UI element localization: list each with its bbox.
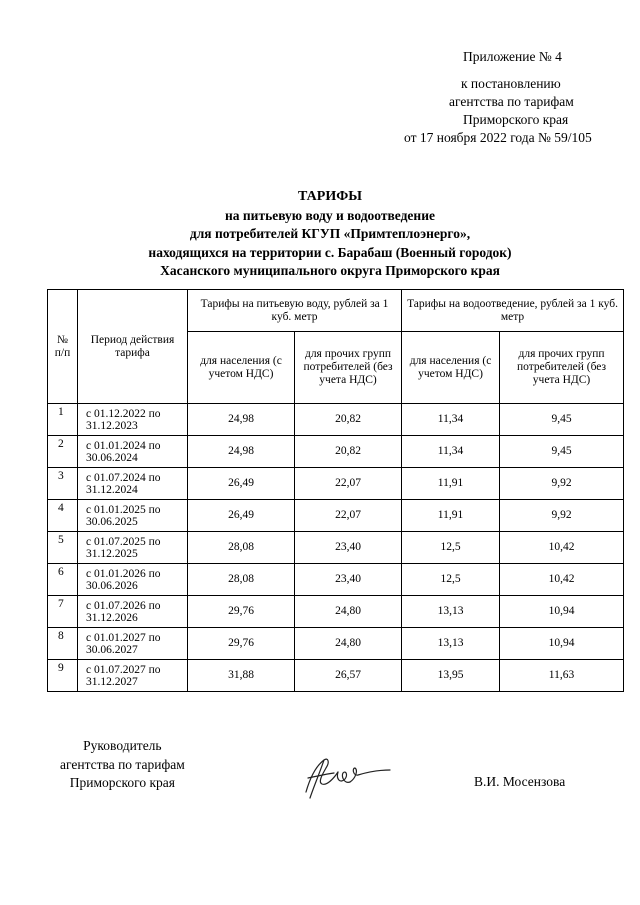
cell-sewage-other: 11,63 — [500, 660, 624, 692]
table-row — [48, 500, 624, 532]
title-line: для потребителей КГУП «Примтеплоэнерго», — [189, 226, 471, 241]
cell-sewage-population: 13,13 — [402, 596, 500, 628]
handwritten-signature — [300, 748, 392, 800]
table-row — [48, 596, 624, 628]
cell-sewage-population: 11,34 — [402, 436, 500, 468]
cell-period: с 01.01.2026 по 30.06.2026 — [78, 564, 188, 596]
cell-period: с 01.12.2022 по 31.12.2023 — [78, 404, 188, 436]
appendix-ref-line: Приморского края — [463, 112, 569, 127]
appendix-date-line: от 17 ноября 2022 года № 59/105 — [404, 130, 592, 145]
cell-water-population: 24,98 — [188, 404, 295, 436]
appendix-number: Приложение № 4 — [463, 49, 562, 64]
cell-period: с 01.07.2025 по 31.12.2025 — [78, 532, 188, 564]
cell-water-population: 28,08 — [188, 564, 295, 596]
table-row — [48, 468, 624, 500]
cell-water-population: 29,76 — [188, 596, 295, 628]
cell-sewage-population: 11,34 — [402, 404, 500, 436]
cell-num: 6 — [48, 564, 78, 596]
header-water: Тарифы на питьевую воду, рублей за 1 куб. метр — [188, 290, 402, 332]
cell-sewage-population: 13,95 — [402, 660, 500, 692]
header-water-population: для населения (с учетом НДС) — [188, 332, 295, 404]
cell-water-other: 24,80 — [295, 628, 402, 660]
header-sewage: Тарифы на водоотведение, рублей за 1 куб. метр — [402, 290, 624, 332]
cell-water-other: 26,57 — [295, 660, 402, 692]
header-num: № п/п — [48, 290, 78, 404]
table-row — [48, 404, 624, 436]
table-row — [48, 436, 624, 468]
cell-sewage-population: 11,91 — [402, 468, 500, 500]
cell-water-population: 26,49 — [188, 500, 295, 532]
cell-num: 8 — [48, 628, 78, 660]
cell-period: с 01.01.2027 по 30.06.2027 — [78, 628, 188, 660]
cell-water-other: 22,07 — [295, 500, 402, 532]
signatory-title-line: Руководитель — [83, 738, 162, 753]
cell-water-other: 20,82 — [295, 404, 402, 436]
cell-water-population: 26,49 — [188, 468, 295, 500]
header-sewage-other: для прочих групп потребителей (без учета НДС) — [500, 332, 624, 404]
cell-sewage-other: 10,94 — [500, 628, 624, 660]
cell-water-other: 20,82 — [295, 436, 402, 468]
cell-num: 4 — [48, 500, 78, 532]
title-line: на питьевую воду и водоотведение — [225, 207, 435, 223]
cell-sewage-population: 11,91 — [402, 500, 500, 532]
cell-num: 5 — [48, 532, 78, 564]
cell-sewage-population: 12,5 — [402, 532, 500, 564]
title-line: находящихся на территории с. Барабаш (Военный городок) — [148, 244, 512, 260]
title-line: Хасанского муниципального округа Приморского края — [160, 263, 500, 278]
header-sewage-population: для населения (с учетом НДС) — [402, 332, 500, 404]
cell-period: с 01.07.2026 по 31.12.2026 — [78, 596, 188, 628]
cell-sewage-other: 10,94 — [500, 596, 624, 628]
cell-sewage-other: 9,45 — [500, 404, 624, 436]
cell-period: с 01.01.2024 по 30.06.2024 — [78, 436, 188, 468]
cell-water-other: 23,40 — [295, 532, 402, 564]
cell-sewage-other: 10,42 — [500, 532, 624, 564]
table-row — [48, 564, 624, 596]
cell-sewage-other: 9,92 — [500, 500, 624, 532]
cell-sewage-other: 10,42 — [500, 564, 624, 596]
cell-water-population: 31,88 — [188, 660, 295, 692]
cell-water-other: 23,40 — [295, 564, 402, 596]
signatory-title-line: Приморского края — [69, 775, 175, 790]
signatory-position — [60, 737, 185, 793]
appendix-ref-line: агентства по тарифам — [449, 94, 574, 109]
tariff-table — [47, 289, 624, 692]
table-row — [48, 628, 624, 660]
cell-water-other: 24,80 — [295, 596, 402, 628]
cell-sewage-population: 13,13 — [402, 628, 500, 660]
document-title — [40, 188, 620, 281]
cell-sewage-other: 9,45 — [500, 436, 624, 468]
cell-water-population: 28,08 — [188, 532, 295, 564]
cell-water-population: 29,76 — [188, 628, 295, 660]
cell-num: 2 — [48, 436, 78, 468]
header-water-other: для прочих групп потребителей (без учета НДС) — [295, 332, 402, 404]
cell-sewage-other: 9,92 — [500, 468, 624, 500]
table-row — [48, 660, 624, 692]
title-main: ТАРИФЫ — [298, 189, 362, 204]
appendix-ref-line: к постановлению — [461, 76, 561, 91]
cell-num: 3 — [48, 468, 78, 500]
cell-period: с 01.07.2024 по 31.12.2024 — [78, 468, 188, 500]
cell-period: с 01.07.2027 по 31.12.2027 — [78, 660, 188, 692]
header-period: Период действия тарифа — [78, 290, 188, 404]
cell-sewage-population: 12,5 — [402, 564, 500, 596]
cell-num: 7 — [48, 596, 78, 628]
cell-period: с 01.01.2025 по 30.06.2025 — [78, 500, 188, 532]
table-row — [48, 532, 624, 564]
cell-num: 9 — [48, 660, 78, 692]
cell-water-population: 24,98 — [188, 436, 295, 468]
signatory-name: В.И. Мосензова — [474, 774, 566, 789]
cell-num: 1 — [48, 404, 78, 436]
cell-water-other: 22,07 — [295, 468, 402, 500]
signatory-title-line: агентства по тарифам — [60, 756, 185, 772]
